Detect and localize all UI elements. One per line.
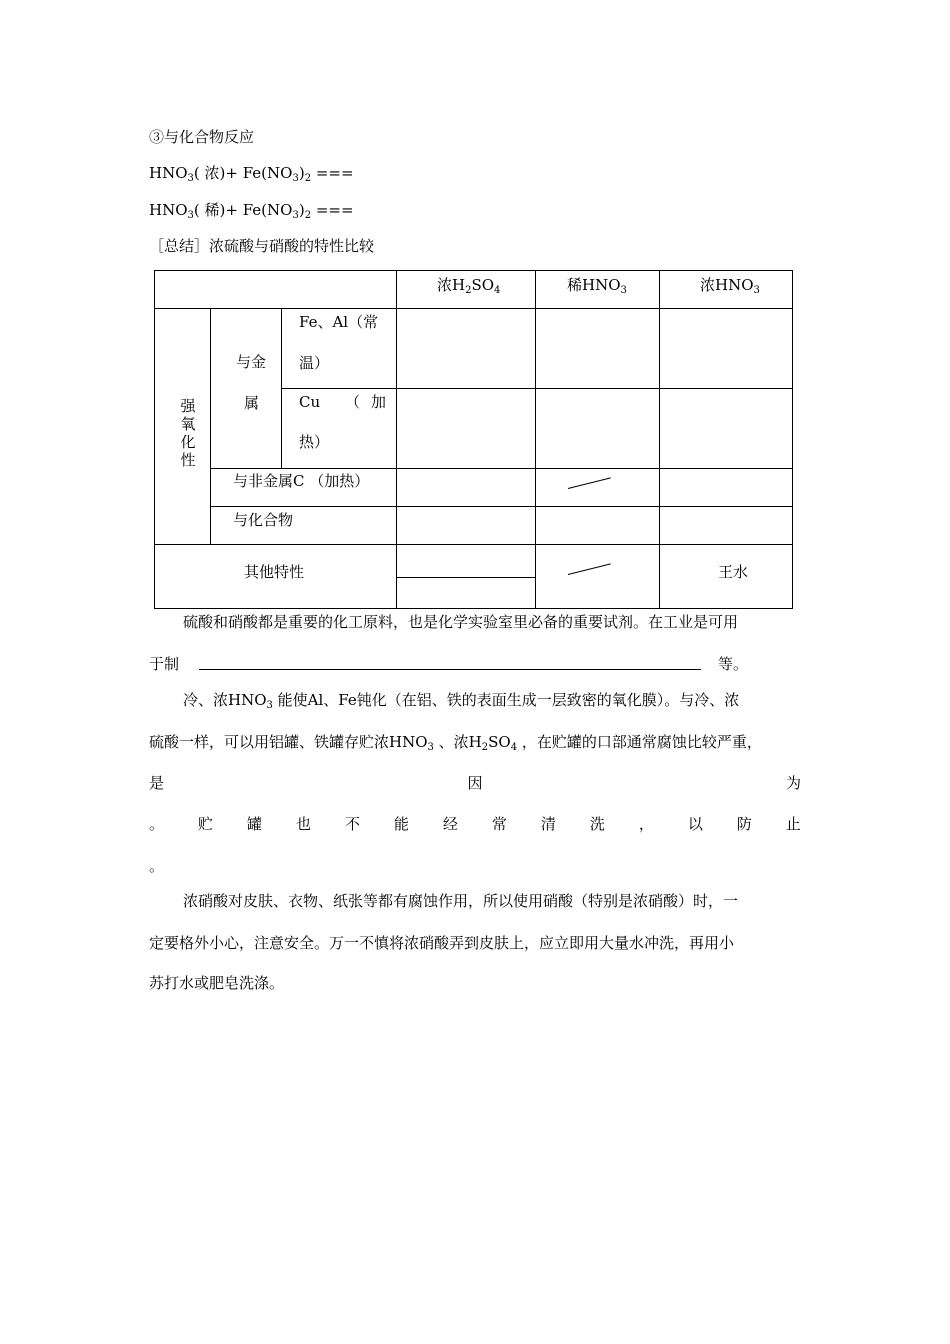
label-cu-1b: （ [345, 393, 361, 411]
label-with-metal-1: 与金 [236, 353, 267, 371]
label-aqua-regia: 王水 [718, 563, 749, 581]
paragraph-1-line-2-start: 于制 [149, 655, 180, 673]
label-other-properties: 其他特性 [244, 563, 305, 581]
label-with-metal-2: 属 [244, 394, 260, 412]
label-nonmetal: 与非金属C （加热） [233, 472, 370, 490]
fill-in-blank [199, 669, 701, 670]
not-applicable-slash [568, 477, 611, 489]
paragraph-3-line-2: 定要格外小心，注意安全。万一不慎将浓硝酸弄到皮肤上，应立即用大量水冲洗，再用小 [149, 934, 735, 952]
paragraph-2-line-2: 硫酸一样，可以用铝罐、铁罐存贮浓$HNO_3$ 、浓$H_2SO_4$ ，在贮罐的口部通常腐蚀比较严重， [149, 733, 762, 753]
label-compound: 与化合物 [233, 511, 294, 529]
header-conc-hno3: 浓$HNO_3$ [700, 276, 760, 296]
label-fe-al-1: Fe、Al（常 [299, 313, 379, 331]
paragraph-2-line-4: 。 贮 罐 也 不 能 经 常 清 洗 ， 以 防 止 [149, 815, 801, 833]
header-conc-h2so4: 浓$H_2SO_4$ [437, 276, 501, 296]
label-cu-1a: Cu [299, 393, 321, 411]
equation-concentrated: $HNO_3$( 浓)+ $Fe(NO_3)_2$ === [149, 164, 354, 184]
paragraph-2-line-3: 是 因 为 [149, 774, 801, 792]
paragraph-1-line-1: 硫酸和硝酸都是重要的化工原料，也是化学实验室里必备的重要试剂。在工业是可用 [183, 613, 739, 631]
paragraph-2-line-1: 冷、浓$HNO_3$ 能使Al、Fe钝化（在铝、铁的表面生成一层致密的氧化膜）。与冷、浓 [183, 691, 740, 711]
paragraph-2-line-5: 。 [149, 857, 165, 875]
label-fe-al-2: 温） [299, 354, 330, 372]
summary-title: ［总结］浓硫酸与硝酸的特性比较 [149, 237, 375, 255]
label-cu-2: 热） [299, 433, 330, 451]
paragraph-1-line-2-end: 等。 [718, 655, 749, 673]
label-cu-1c: 加 [371, 393, 387, 411]
paragraph-3-line-1: 浓硝酸对皮肤、衣物、纸张等都有腐蚀作用，所以使用硝酸（特别是浓硝酸）时，一 [183, 892, 739, 910]
header-dilute-hno3: 稀$HNO_3$ [567, 276, 627, 296]
label-strong-oxidation: 强 氧 化 性 [180, 397, 196, 469]
equation-dilute: $HNO_3$( 稀)+ $Fe(NO_3)_2$ === [149, 201, 354, 221]
not-applicable-slash [568, 563, 611, 575]
section-heading: ③与化合物反应 [149, 128, 255, 146]
paragraph-3-line-3: 苏打水或肥皂洗涤。 [149, 974, 285, 992]
